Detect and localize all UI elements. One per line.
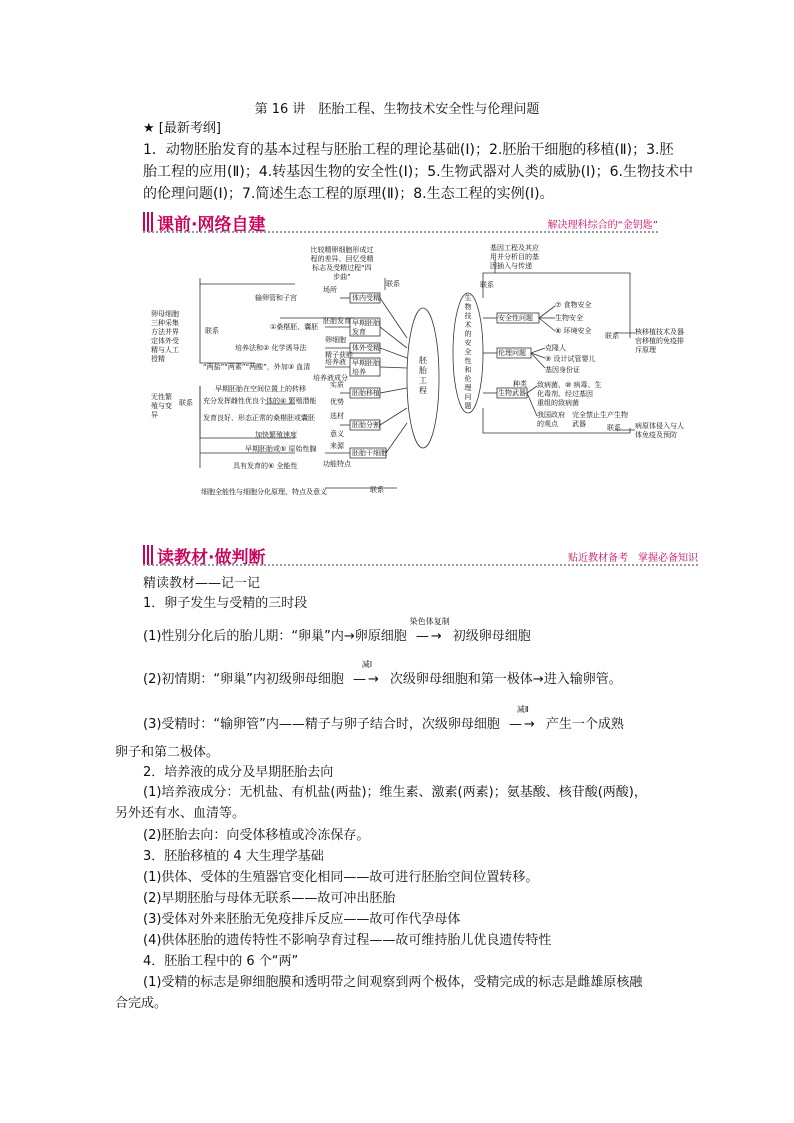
paragraph-4a-cont: 合完成。 <box>115 996 168 1011</box>
embryo-row: 早期胚胎在空间位置上的转移 <box>215 385 306 393</box>
oval-char: 工 <box>419 376 427 385</box>
text: 初级卵母细胞 <box>452 629 531 644</box>
tag: 选材 <box>330 412 344 420</box>
text: (1)性别分化后的胎儿期：“卵巢”内→卵原细胞 <box>143 629 407 644</box>
ethics-item: ⑨ 设计试管婴儿 <box>545 355 596 363</box>
note-line: 标志及受精过程“四 <box>312 264 372 272</box>
box-ethics-issues: 伦理问题 <box>498 349 526 357</box>
note-line: 无性繁 <box>151 393 172 401</box>
oval-char: 伦 <box>464 375 472 383</box>
box-in-vitro-fertilization: 体外受精 <box>352 344 380 352</box>
box-embryonic-stem-cell: 胚胎干细胞 <box>352 449 387 457</box>
text: 产生一个成熟 <box>545 717 624 732</box>
arrow-glyph: —→ <box>415 629 444 644</box>
box-in-vivo-fertilization: 体内受精 <box>352 294 380 302</box>
page-title: 第 16 讲 胚胎工程、生物技术安全性与伦理问题 <box>254 102 540 117</box>
safety-item: ⑧ 环境安全 <box>555 327 592 335</box>
oval-char: 问 <box>464 393 472 401</box>
note-line: 卵母细胞 <box>151 310 179 318</box>
box-bio-weapons: 生物武器 <box>498 389 526 397</box>
weapon-line: 我国政府 完全禁止生产生物 <box>537 411 628 419</box>
arrow-label: 减Ⅰ <box>361 660 373 669</box>
paragraph-1c <box>143 705 624 735</box>
embryo-row: 早期胚胎或⑤ 原始性腺 <box>245 445 317 453</box>
text: 次级卵母细胞和第一极体→进入输卵管。 <box>389 672 622 687</box>
note-line: 步曲” <box>333 273 351 281</box>
note-line: 授精 <box>151 355 165 363</box>
weapon-line: 重组的致病菌 <box>537 399 579 407</box>
embryo-row: 培养法和② 化学诱导法 <box>235 344 307 352</box>
right-top-note <box>490 244 539 271</box>
oval-char: 胚 <box>419 356 427 365</box>
embryo-row: 充分发挥雌性优良个体的④ 繁殖潜能 <box>203 397 317 405</box>
heading-4: 4．胚胎工程中的 6 个“两” <box>143 954 299 969</box>
paragraph-2a-cont: 另外还有水、血清等。 <box>115 806 246 821</box>
left-note-1 <box>151 310 179 364</box>
tag: 功能特点 <box>323 460 351 468</box>
paragraph-3b: (2)早期胚胎与母体无联系——故可冲出胚胎 <box>143 891 396 906</box>
banner-stripes <box>143 545 153 565</box>
note-line: 殖与变 <box>151 402 172 410</box>
heading-1: 1．卵子发生与受精的三时段 <box>143 596 308 611</box>
section-intro: 精读教材——记一记 <box>143 576 261 591</box>
ethics-item: 克隆人 <box>545 344 566 352</box>
note-line: 异 <box>151 411 158 419</box>
oval-char: 程 <box>419 386 427 395</box>
arrow-label: 染色体复制 <box>409 617 450 626</box>
embryo-row: 具有发育的⑥ 全能性 <box>233 462 298 470</box>
weapon-items <box>537 381 602 408</box>
box-safety-issues: 安全性问题 <box>498 314 533 322</box>
banner-slogan: 贴近教材备考 掌握必备知识 <box>568 553 698 564</box>
weapon-line: 致病菌、⑩ 病毒、生 <box>537 381 602 389</box>
right-link-2: 联系 <box>607 424 621 432</box>
left-link-2: 联系 <box>179 399 193 407</box>
oval-char: 物 <box>464 303 472 311</box>
banner-divider <box>143 564 698 566</box>
reaction-arrow <box>344 660 390 687</box>
safety-item: ⑦ 食物安全 <box>555 301 592 309</box>
note-line: 程的差异、回忆受精 <box>310 255 374 263</box>
oval-char: 性 <box>464 357 472 365</box>
right-note-2 <box>635 422 684 440</box>
paragraph-3a: (1)供体、受体的生殖器官变化相同——故可进行胚胎空间位置转移。 <box>143 870 539 885</box>
paragraph-1b <box>143 660 622 690</box>
mind-map <box>145 238 690 500</box>
left-note-2 <box>151 393 172 420</box>
reaction-arrow <box>500 705 546 732</box>
paragraph-1c-cont: 卵子和第二极体。 <box>115 745 220 760</box>
embryo-row: “两盐”“两素”“两酸”，外加③ 血清 <box>203 363 311 371</box>
oval-char: 安 <box>464 339 472 347</box>
safety-item: 生物安全 <box>555 314 583 322</box>
outline-body <box>143 139 693 205</box>
oval-char: 技 <box>464 312 472 320</box>
note-line: 斥原理 <box>635 346 656 354</box>
banner-divider <box>143 231 658 233</box>
arrow-label: 减Ⅱ <box>516 705 529 714</box>
reaction-arrow <box>407 617 453 644</box>
note-line: 定体外受 <box>151 337 179 345</box>
outline-line: 胎工程的应用(Ⅱ)；4.转基因生物的安全性(Ⅰ)；5.生物武器对人类的威胁(Ⅰ)；6.生物技术中 <box>143 164 693 180</box>
tag: 卵细胞 <box>325 336 346 344</box>
note-line: 比较精卵细胞形成过 <box>310 246 374 254</box>
box-early-embryo-development: 早期胚胎发育 <box>352 319 380 336</box>
tag: 培养液 <box>325 358 346 366</box>
oval-char: 胎 <box>419 366 427 375</box>
top-link: 联系 <box>386 280 400 288</box>
paragraph-1a <box>143 617 531 647</box>
paragraph-3d: (4)供体胚胎的遗传特性不影响孕育过程——故可维持胎儿优良遗传特性 <box>143 933 552 948</box>
biotech-safety-label <box>463 294 473 411</box>
top-note <box>302 246 382 282</box>
box-embryo-transfer: 胚胎移植 <box>352 389 380 397</box>
tag: 培养液成分 <box>313 374 348 382</box>
oval-char: 全 <box>464 348 472 356</box>
oval-char: 题 <box>464 402 472 410</box>
paragraph-4a: (1)受精的标志是卵细胞膜和透明带之间观察到两个极体，受精完成的标志是雌雄原核融 <box>143 975 643 990</box>
oval-char: 的 <box>464 330 472 338</box>
text: (3)受精时：“输卵管”内——精子与卵子结合时，次级卵母细胞 <box>143 717 500 732</box>
tag: 意义 <box>330 430 344 438</box>
note-line: 精与人工 <box>151 346 179 354</box>
right-link-1: 联系 <box>605 332 619 340</box>
outline-line: 1．动物胚胎发育的基本过程与胚胎工程的理论基础(Ⅰ)；2.胚胎干细胞的移植(Ⅱ)；3.胚 <box>143 142 674 158</box>
note-line: 方法并界 <box>151 328 179 336</box>
paragraph-2b: (2)胚胎去向：向受体移植或冷冻保存。 <box>143 828 370 843</box>
bottom-note: 细胞全能性与细胞分化原理、特点及意义 <box>201 488 327 496</box>
note-line: 体免疫及预防 <box>635 431 677 439</box>
oval-char: 理 <box>464 384 472 392</box>
left-link-1: 联系 <box>205 327 219 335</box>
box-embryo-splitting: 胚胎分割 <box>352 421 380 429</box>
embryo-row: 输卵管和子宫 <box>255 294 297 302</box>
note-line: 三种采集 <box>151 319 179 327</box>
tag: 来源 <box>330 442 344 450</box>
section-banner-textbook <box>143 543 698 568</box>
banner-slogan: 解决理科综合的“金钥匙” <box>547 220 658 231</box>
right-top-link: 联系 <box>480 281 494 289</box>
note-line: 官移植的免疫排 <box>635 337 684 345</box>
note-line: 因插入与传递 <box>490 262 532 270</box>
tag: 场所 <box>323 286 337 294</box>
embryo-engineering-label <box>418 356 428 396</box>
oval-char: 和 <box>464 366 472 374</box>
ethics-item: 基因身份证 <box>545 366 580 374</box>
banner-stripes <box>143 212 153 232</box>
arrow-glyph: —→ <box>352 672 381 687</box>
embryo-row: 发育良好、形态正常的桑椹胚或囊胚 <box>203 414 315 422</box>
weapon-line: 的观点 武器 <box>537 420 586 428</box>
note-line: 基因工程及其应 <box>490 244 539 252</box>
embryo-row: ①桑椹胚、囊胚 <box>270 323 319 331</box>
outline-line: 的伦理问题(Ⅰ)；7.简述生态工程的原理(Ⅱ)；8.生态工程的实例(Ⅰ)。 <box>143 186 554 202</box>
arrow-glyph: —→ <box>508 717 537 732</box>
note-line: 核移植技术及器 <box>635 328 684 336</box>
paragraph-2a: (1)培养液成分：无机盐、有机盐(两盐)；维生素、激素(两素)；氨基酸、核苷酸(两酸)， <box>143 785 647 800</box>
section-banner-network <box>143 210 658 235</box>
right-note-1 <box>635 328 684 355</box>
heading-3: 3．胚胎移植的 4 大生理学基础 <box>143 849 324 864</box>
tag: 实质 <box>330 381 344 389</box>
banner-title: 读教材·做判断 <box>157 548 266 568</box>
weapon-line: 化毒剂、经过基因 <box>537 390 593 398</box>
paragraph-3c: (3)受体对外来胚胎无免疫排斥反应——故可作代孕母体 <box>143 912 461 927</box>
weapon-kind-label: 种类 <box>513 380 527 388</box>
heading-2: 2．培养液的成分及早期胚胎去向 <box>143 765 334 780</box>
box-early-embryo-culture: 早期胚胎培养 <box>352 359 380 376</box>
note-line: 用并分析目的基 <box>490 253 539 261</box>
oval-char: 术 <box>464 321 472 329</box>
tag: 精子获能 <box>325 351 353 359</box>
note-line: 病原体侵入与人 <box>635 422 684 430</box>
tag: 优势 <box>330 398 344 406</box>
oval-char: 生 <box>464 294 472 302</box>
bottom-link: 联系 <box>370 486 384 494</box>
embryo-row: 加快繁殖速度 <box>255 431 297 439</box>
tag: 胚胎发育 <box>323 317 351 325</box>
outline-heading: ★ [最新考纲] <box>143 121 221 136</box>
text: (2)初情期：“卵巢”内初级卵母细胞 <box>143 672 344 687</box>
banner-title: 课前·网络自建 <box>157 215 266 235</box>
